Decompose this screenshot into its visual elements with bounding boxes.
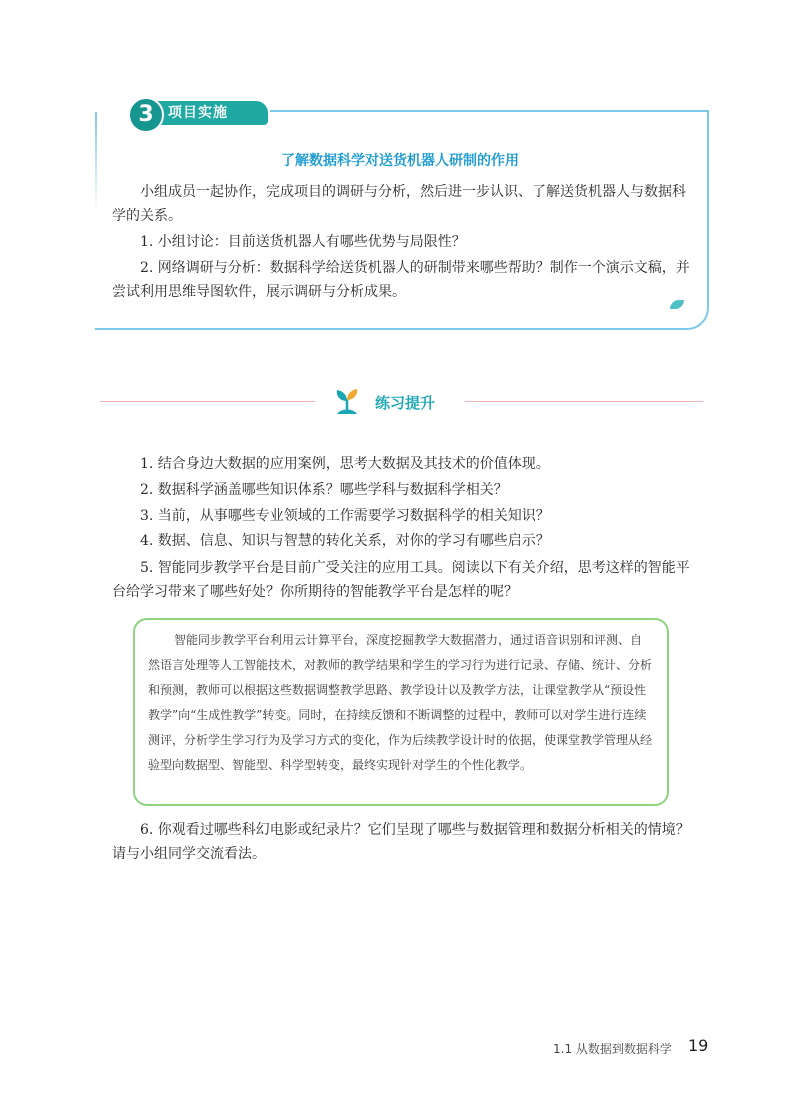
- project-item-2: 2. 网络调研与分析：数据科学给送货机器人的研制带来哪些帮助？制作一个演示文稿，并尝试利用思维导图软件，展示调研与分析成果。: [112, 260, 690, 300]
- footer-section: 1.1 从数据到数据科学: [553, 1042, 672, 1056]
- section-rule-right: [465, 401, 703, 402]
- project-badge: [122, 97, 272, 127]
- section-rule-left: [100, 401, 315, 402]
- platform-info-text: 智能同步教学平台利用云计算平台，深度挖掘教学大数据潜力，通过语音识别和评测、自然语言处理等人工智能技术，对教师的教学结果和学生的学习行为进行记录、存储、统计、分析和预测，教师可以根据这些数据调整教学思路、教学设计以及教学方法，让课堂教学从“预设性教学”向“生成性教学”转变。同时，在持续反馈和不断调整的过程中，教师可以对学生进行连续测评，分析学生学习行为及学习方式的变化，作为后续教学设计时的依据，使课堂教学管理从经验型向数据型、智能型、科学型转变，最终实现针对学生的个性化教学。: [148, 633, 653, 772]
- question-4: 4. 数据、信息、知识与智慧的转化关系，对你的学习有哪些启示？: [140, 533, 550, 549]
- question-1: 1. 结合身边大数据的应用案例，思考大数据及其技术的价值体现。: [140, 456, 550, 472]
- question-5: 5. 智能同步教学平台是目前广受关注的应用工具。阅读以下有关介绍，思考这样的智能平台给学习带来了哪些好处？你所期待的智能教学平台是怎样的呢？: [112, 560, 690, 600]
- project-box-top-border: [270, 110, 707, 112]
- project-intro: 小组成员一起协作，完成项目的调研与分析，然后进一步认识、了解送货机器人与数据科学的关系。: [112, 184, 686, 224]
- page-number: 19: [688, 1036, 709, 1055]
- project-heading: 了解数据科学对送货机器人研制的作用: [281, 153, 519, 169]
- question-2: 2. 数据科学涵盖哪些知识体系？哪些学科与数据科学相关？: [140, 482, 508, 498]
- practice-title: 练习提升: [375, 394, 436, 412]
- question-6: 6. 你观看过哪些科幻电影或纪录片？它们呈现了哪些与数据管理和数据分析相关的情境？请与小组同学交流看法。: [112, 822, 690, 862]
- project-badge-number: 3: [128, 97, 164, 133]
- project-badge-title: 项目实施: [168, 105, 228, 121]
- project-item-1: 1. 小组讨论：目前送货机器人有哪些优势与局限性？: [140, 234, 466, 250]
- question-3: 3. 当前，从事哪些专业领域的工作需要学习数据科学的相关知识？: [140, 508, 550, 524]
- sprout-icon: [333, 386, 361, 416]
